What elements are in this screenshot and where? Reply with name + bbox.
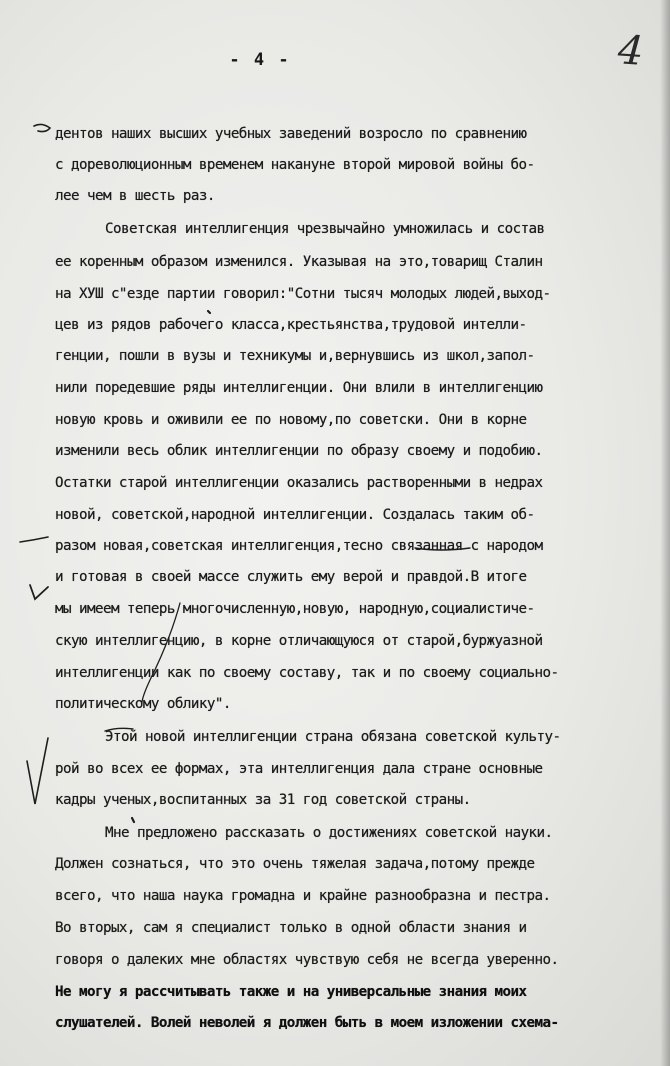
text-line: лее чем в шесть раз. — [55, 188, 215, 204]
text-line: мы имеем теперь многочисленную,новую, народную,социалистиче- — [55, 601, 535, 617]
text-line: скую интеллигенцию, в корне отличающуюся от старой,буржуазной — [55, 633, 543, 649]
page-edge-shadow — [660, 0, 670, 1066]
text-line: говоря о далеких мне областях чувствую себя не всегда уверенно. — [55, 952, 559, 968]
margin-check-mark — [27, 738, 48, 804]
slash-mark — [142, 603, 180, 702]
text-line: ее коренным образом изменился. Указывая на это,товарищ Сталин — [55, 254, 543, 270]
text-line: и готовая в своей массе служить ему верой и правдой.В итоге — [55, 569, 527, 585]
text-line: новой, советской,народной интеллигенции. Создалась таким об- — [55, 507, 535, 523]
text-line: всего, что наша наука громадна и крайне разнообразна и пестра. — [55, 888, 551, 904]
text-line: интеллигенции как по своему составу, так и по своему социально- — [55, 665, 559, 681]
text-line: кадры ученых,воспитанных за 31 год советской страны. — [55, 792, 471, 808]
text-line: Не могу я рассчитывать также и на универсальные знания моих — [55, 984, 527, 1000]
text-line: дентов наших высших учебных заведений возросло по сравнению — [55, 126, 527, 142]
margin-check-mark — [30, 585, 48, 599]
text-line: слушателей. Волей неволей я должен быть в моем изложении схема- — [55, 1015, 559, 1031]
text-line: Во вторых, сам я специалист только в одной области знания и — [55, 920, 527, 936]
text-line: новую кровь и оживили ее по новому,по советски. Они в корне — [55, 412, 527, 428]
text-line: Остатки старой интеллигенции оказались растворенными в недрах — [55, 475, 543, 491]
dot-mark — [132, 818, 134, 822]
text-line: разом новая,советская интеллигенция,тесно связанная с народом — [55, 538, 543, 554]
margin-dash-mark — [20, 537, 48, 542]
text-line: рой во всех ее формах, эта интеллигенция дала стране основные — [55, 761, 543, 777]
dot-mark — [208, 311, 210, 313]
text-line: Мне предложено рассказать о достижениях советской науки. — [105, 825, 553, 841]
text-line: Должен сознаться, что это очень тяжелая задача,потому прежде — [55, 856, 535, 872]
text-line: генции, пошли в вузы и техникумы и,вернувшись из школ,запол- — [55, 348, 535, 364]
text-line: политическому облику". — [55, 696, 231, 712]
text-line: изменили весь облик интеллигенции по образу своему и подобию. — [55, 443, 543, 459]
page-number: - 4 - — [229, 50, 291, 70]
text-line: цев из рядов рабочего класса,крестьянства,трудовой интелли- — [55, 317, 527, 333]
text-line: Советская интеллигенция чрезвычайно умножилась и состав — [105, 221, 545, 237]
text-line: с дореволюционным временем накануне второй мировой войны бо- — [55, 157, 535, 173]
text-line: Этой новой интеллигенции страна обязана советской культу- — [105, 729, 561, 745]
text-line: на ХУШ с"езде партии говорил:"Сотни тысяч молодых людей,выход- — [55, 286, 551, 302]
text-line: нили поредевшие ряды интеллигенции. Они влили в интеллигенцию — [55, 380, 543, 396]
handwritten-page-number: 4 — [616, 27, 646, 75]
scribble-mark — [34, 124, 50, 131]
